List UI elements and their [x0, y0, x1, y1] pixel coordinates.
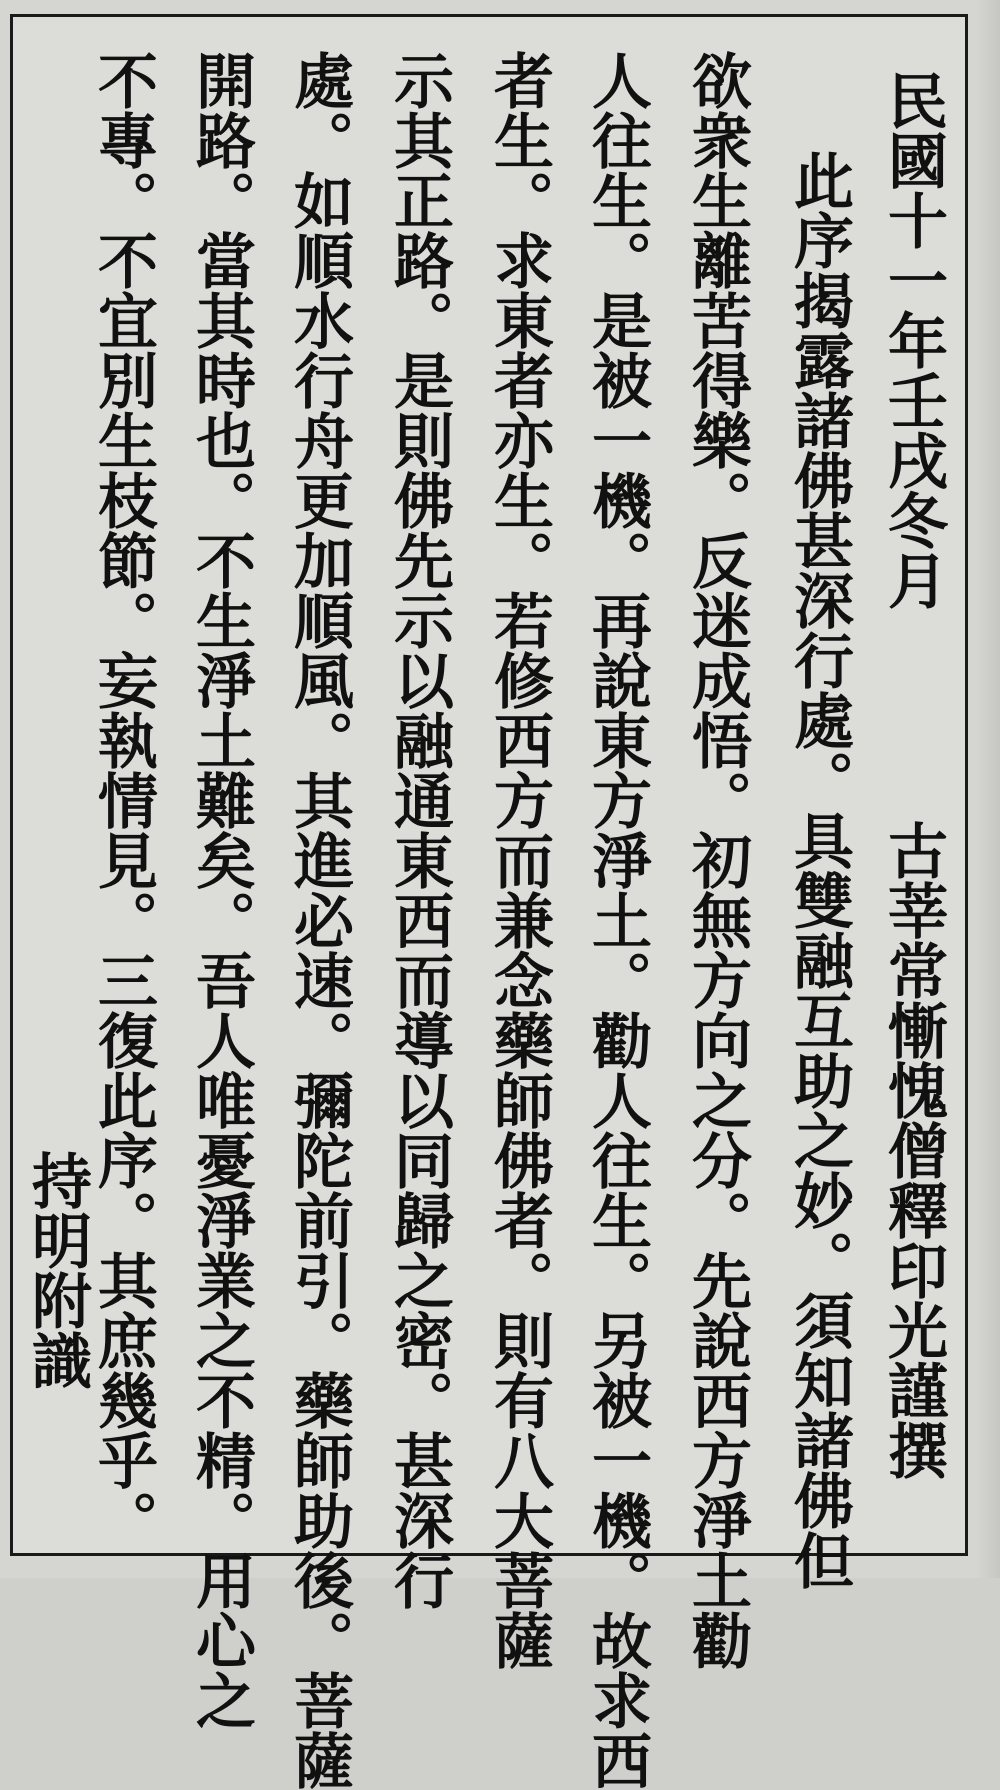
text-column-3: 人往生。是被一機。再說東方淨土。勸人往生。另被一機。故求西 [582, 50, 652, 1790]
text-column-8: 不專。不宜別生枝節。妄執情見。三復此序。其庶幾乎。 [88, 50, 158, 1550]
text-column-1: 此序揭露諸佛甚深行處。具雙融互助之妙。須知諸佛但 [784, 150, 854, 1590]
signature-line: 古莘常慚愧僧釋印光謹撰 [878, 820, 948, 1480]
appended-note: 持明附識 [22, 1150, 92, 1390]
page-edge-shadow [976, 0, 1000, 1578]
text-column-7: 開路。當其時也。不生淨土難矣。吾人唯憂淨業之不精。用心之 [186, 50, 256, 1730]
date-line: 民國十一年壬戌冬月 [878, 70, 948, 610]
text-column-6: 處。如順水行舟更加順風。其進必速。彌陀前引。藥師助後。菩薩 [284, 50, 354, 1790]
text-column-2: 欲衆生離苦得樂。反迷成悟。初無方向之分。先說西方淨土勸 [682, 50, 752, 1670]
text-column-4: 者生。求東者亦生。若修西方而兼念藥師佛者。則有八大菩薩 [484, 50, 554, 1670]
text-column-5: 示其正路。是則佛先示以融通東西而導以同歸之密。甚深行 [384, 50, 454, 1610]
